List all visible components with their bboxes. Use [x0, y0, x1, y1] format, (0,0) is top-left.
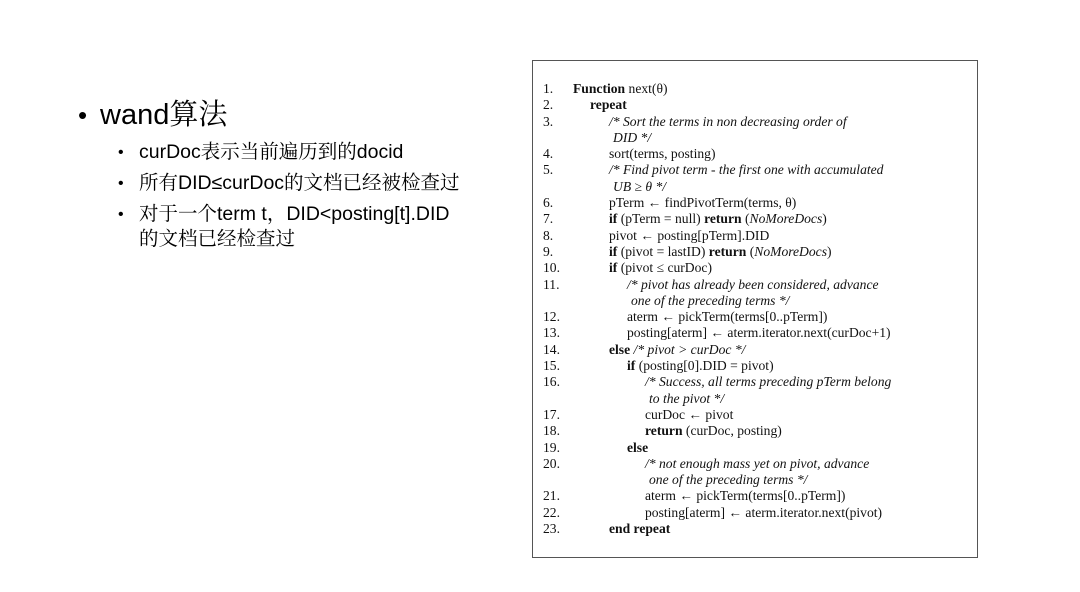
- keyword: if: [609, 260, 618, 276]
- code-text: pivot ← posting[pTerm].DID: [609, 227, 770, 243]
- code-text: (pivot = lastID): [617, 243, 709, 259]
- sub-bullet-3: [118, 202, 518, 252]
- algorithm-line: [533, 228, 977, 244]
- algorithm-line: [533, 342, 977, 358]
- line-number: 22.: [543, 504, 560, 520]
- sub-bullet-text: 所有DID≤curDoc的文档已经被检查过: [139, 172, 460, 194]
- line-number: [533, 179, 573, 195]
- keyword: Function: [573, 81, 626, 96]
- line-number: 16.: [543, 374, 560, 390]
- sub-bullet-text: curDoc表示当前遍历到的docid: [139, 141, 404, 163]
- line-number: [533, 130, 573, 146]
- line-code: [573, 521, 977, 537]
- line-number: [533, 472, 573, 488]
- algorithm-line: [533, 179, 977, 195]
- bullet-title-text: wand算法: [100, 99, 228, 131]
- line-number: 2.: [543, 97, 554, 113]
- line-number: 8.: [543, 227, 554, 243]
- algorithm-line: [533, 456, 977, 472]
- algorithm-line: [533, 472, 977, 488]
- algorithm-line: [533, 505, 977, 521]
- line-number: 7.: [543, 211, 554, 227]
- bullet-dot-icon: •: [118, 175, 124, 192]
- line-code: [573, 505, 977, 521]
- line-code: [573, 81, 977, 97]
- line-code: [573, 309, 977, 325]
- bullet-list: [78, 96, 518, 258]
- comment-text: /* not enough mass yet on pivot, advance: [645, 455, 870, 471]
- code-text: next(θ): [625, 81, 668, 96]
- line-number: 17.: [543, 406, 560, 422]
- line-number: 19.: [543, 439, 560, 455]
- code-text: posting[aterm] ← aterm.iterator.next(pivot): [645, 504, 883, 520]
- comment-text: /* Success, all terms preceding pTerm belong: [645, 374, 892, 390]
- keyword: if: [609, 243, 618, 259]
- line-number: 21.: [543, 488, 560, 504]
- line-code: [573, 114, 977, 130]
- line-number: 9.: [543, 243, 554, 259]
- code-text: aterm ← pickTerm(terms[0..pTerm]): [627, 309, 828, 325]
- line-number: [533, 293, 573, 309]
- line-code: [573, 440, 977, 456]
- algorithm-line: [533, 309, 977, 325]
- comment-text: one of the preceding terms */: [649, 472, 808, 488]
- keyword: end repeat: [609, 521, 671, 537]
- line-code: [573, 407, 977, 423]
- keyword: if: [627, 358, 636, 374]
- line-code: [573, 358, 977, 374]
- keyword: return: [645, 423, 683, 439]
- line-code: [573, 211, 977, 227]
- line-number: 20.: [543, 455, 560, 471]
- algorithm-line: [533, 130, 977, 146]
- line-code: [573, 244, 977, 260]
- comment-text: to the pivot */: [649, 390, 725, 406]
- algorithm-line: [533, 211, 977, 227]
- code-text: (: [746, 243, 755, 259]
- line-number: 4.: [543, 146, 554, 162]
- algorithm-line: [533, 440, 977, 456]
- bullet-dot-icon: •: [118, 206, 124, 223]
- sub-bullet-2: [118, 171, 518, 196]
- code-text: curDoc ← pivot: [645, 406, 734, 422]
- line-code: [573, 374, 977, 390]
- code-text: (curDoc, posting): [682, 423, 782, 439]
- algorithm-line: [533, 391, 977, 407]
- line-number: 12.: [543, 309, 560, 325]
- line-code: [573, 277, 977, 293]
- code-text: posting[aterm] ← aterm.iterator.next(curDoc+1): [627, 325, 891, 341]
- algorithm-line: [533, 407, 977, 423]
- sub-bullet-1: [118, 140, 518, 165]
- line-number: 13.: [543, 325, 560, 341]
- line-code: [573, 342, 977, 358]
- code-text: aterm ← pickTerm(terms[0..pTerm]): [645, 488, 846, 504]
- line-number: 11.: [543, 276, 560, 292]
- code-text: ): [827, 243, 832, 259]
- line-number: [533, 391, 573, 407]
- comment-text: /* Find pivot term - the first one with accumulated: [609, 162, 884, 178]
- line-code: [573, 472, 977, 488]
- comment-text: NoMoreDocs: [749, 211, 823, 227]
- keyword: else: [627, 439, 649, 455]
- comment-text: DID */: [613, 129, 652, 145]
- bullet-title: [78, 96, 518, 134]
- algorithm-line: [533, 374, 977, 390]
- line-code: [573, 423, 977, 439]
- line-code: [573, 162, 977, 178]
- line-number: 10.: [543, 260, 560, 276]
- algorithm-line: [533, 195, 977, 211]
- keyword: else: [609, 341, 631, 357]
- line-number: 18.: [543, 423, 560, 439]
- comment-text: /* pivot has already been considered, advance: [627, 276, 879, 292]
- line-code: [573, 293, 977, 309]
- code-text: (: [741, 211, 750, 227]
- algorithm-line: [533, 277, 977, 293]
- code-text: (posting[0].DID = pivot): [635, 358, 774, 374]
- code-text: (pivot ≤ curDoc): [617, 260, 712, 276]
- keyword: return: [704, 211, 742, 227]
- algorithm-line: [533, 244, 977, 260]
- line-number: 3.: [543, 113, 554, 129]
- line-code: [573, 179, 977, 195]
- algorithm-line: [533, 97, 977, 113]
- line-code: [573, 130, 977, 146]
- keyword: repeat: [590, 97, 627, 113]
- algorithm-line: [533, 114, 977, 130]
- line-code: [573, 195, 977, 211]
- algorithm-line: [533, 162, 977, 178]
- code-text: sort(terms, posting): [609, 146, 716, 162]
- comment-text: NoMoreDocs: [754, 243, 827, 259]
- line-code: [573, 97, 977, 113]
- algorithm-box: [532, 60, 978, 558]
- comment-text: /* Sort the terms in non decreasing order of: [609, 113, 847, 129]
- line-code: [573, 391, 977, 407]
- line-code: [573, 228, 977, 244]
- line-number: 14.: [543, 341, 560, 357]
- line-code: [573, 146, 977, 162]
- sub-bullet-text: 对于一个term t，DID<posting[t].DID 的文档已经检查过: [139, 203, 450, 250]
- algorithm-line: [533, 260, 977, 276]
- bullet-dot-icon: •: [118, 144, 124, 161]
- line-number: 5.: [543, 162, 554, 178]
- algorithm-line: [533, 521, 977, 537]
- algorithm-line: [533, 146, 977, 162]
- line-number: 15.: [543, 358, 560, 374]
- line-code: [573, 488, 977, 504]
- line-number: 6.: [543, 195, 554, 211]
- line-number: 23.: [543, 521, 560, 537]
- keyword: return: [708, 243, 747, 259]
- code-text: (pTerm = null): [617, 211, 705, 227]
- bullet-dot-icon: •: [78, 100, 88, 130]
- sub-bullet-list: [118, 140, 518, 252]
- algorithm-line: [533, 358, 977, 374]
- algorithm-line: [533, 488, 977, 504]
- line-code: [573, 260, 977, 276]
- line-number: 1.: [543, 81, 554, 96]
- algorithm-line: [533, 325, 977, 341]
- comment-text: UB ≥ θ */: [613, 178, 667, 194]
- code-text: pTerm ← findPivotTerm(terms, θ): [609, 195, 797, 211]
- line-code: [573, 456, 977, 472]
- comment-text: /* pivot > curDoc */: [633, 341, 746, 357]
- algorithm-line: [533, 423, 977, 439]
- code-text: ): [822, 211, 827, 227]
- algorithm-line: [533, 293, 977, 309]
- algorithm-line: [533, 81, 977, 97]
- line-code: [573, 325, 977, 341]
- comment-text: one of the preceding terms */: [631, 292, 790, 308]
- keyword: if: [609, 211, 618, 227]
